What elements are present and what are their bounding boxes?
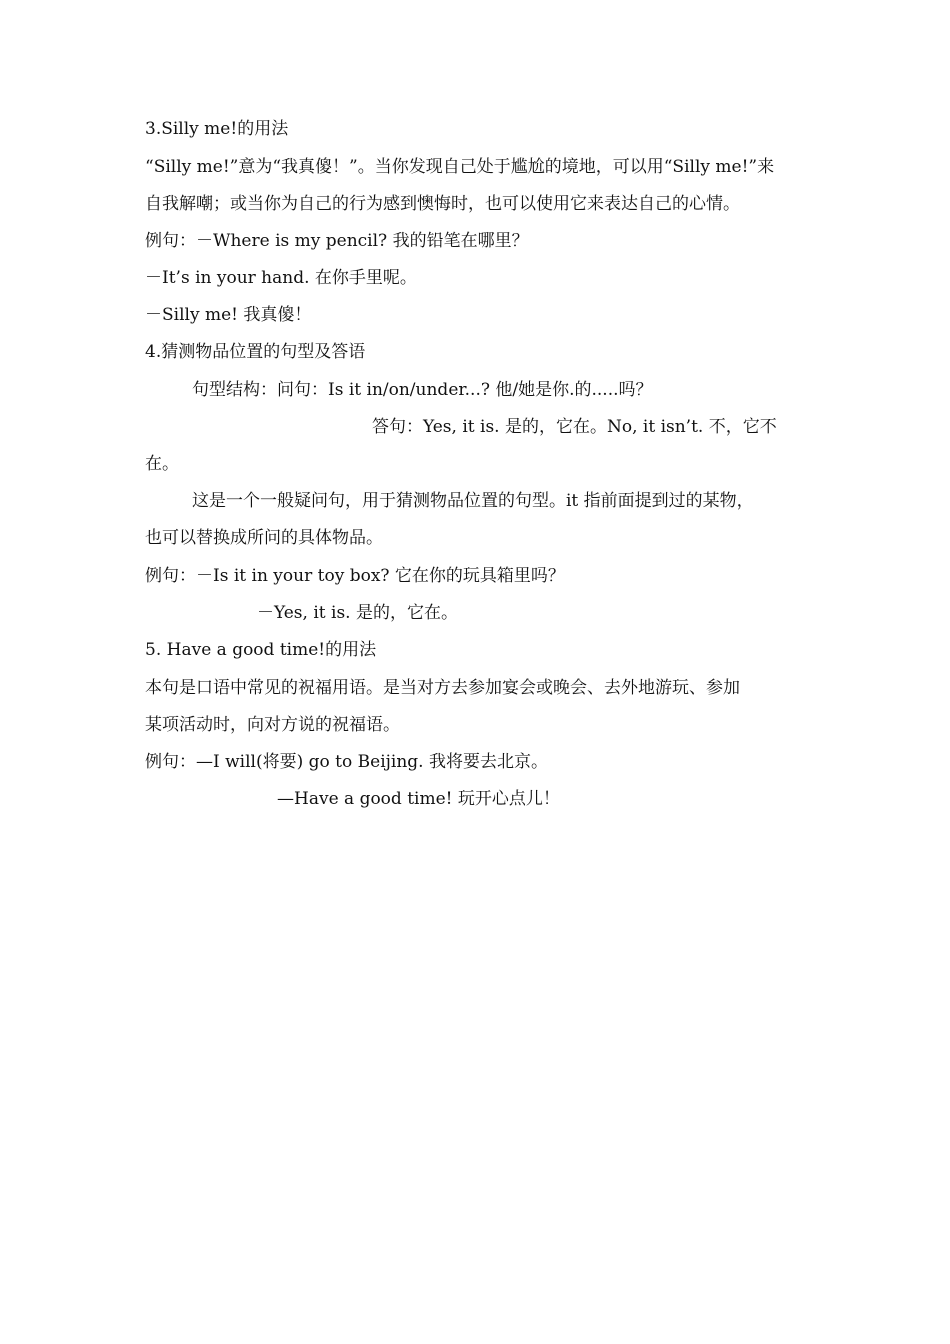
section-4-example-1: 例句：－Is it in your toy box? 它在你的玩具箱里吗？	[145, 566, 565, 586]
section-4-description-line-2: 也可以替换成所问的具体物品。	[145, 528, 383, 548]
section-3-example-1: 例句：－Where is my pencil? 我的铅笔在哪里？	[145, 231, 529, 251]
section-4-structure-answer: 答句：Yes, it is. 是的，它在。No, it isn’t. 不，它不	[372, 417, 777, 437]
section-5-example-2: —Have a good time! 玩开心点儿！	[277, 789, 560, 809]
section-5-paragraph-line-1: 本句是口语中常见的祝福用语。是当对方去参加宴会或晚会、去外地游玩、参加	[145, 678, 740, 698]
section-3-paragraph-line-2: 自我解嘲；或当你为自己的行为感到懊悔时，也可以使用它来表达自己的心情。	[145, 194, 740, 214]
section-5-example-1: 例句：—I will(将要) go to Beijing. 我将要去北京。	[145, 752, 548, 772]
section-4-example-2: －Yes, it is. 是的，它在。	[257, 603, 458, 623]
section-4-heading: 4.猜测物品位置的句型及答语	[145, 342, 366, 362]
section-3-example-2: －It’s in your hand. 在你手里呢。	[145, 268, 417, 288]
section-5-heading: 5. Have a good time!的用法	[145, 640, 377, 660]
section-4-structure-question: 句型结构：问句：Is it in/on/under...? 他/她是你.的.....吗？	[192, 380, 653, 400]
section-3-paragraph-line-1: “Silly me!”意为“我真傻！”。当你发现自己处于尴尬的境地，可以用“Silly me!”来	[145, 157, 775, 177]
section-4-structure-answer-wrap: 在。	[145, 454, 179, 474]
section-4-description-line-1: 这是一个一般疑问句，用于猜测物品位置的句型。it 指前面提到过的某物，	[192, 491, 754, 511]
section-3-heading: 3.Silly me!的用法	[145, 119, 289, 139]
section-5-paragraph-line-2: 某项活动时，向对方说的祝福语。	[145, 715, 400, 735]
section-3-example-3: －Silly me! 我真傻！	[145, 305, 312, 325]
